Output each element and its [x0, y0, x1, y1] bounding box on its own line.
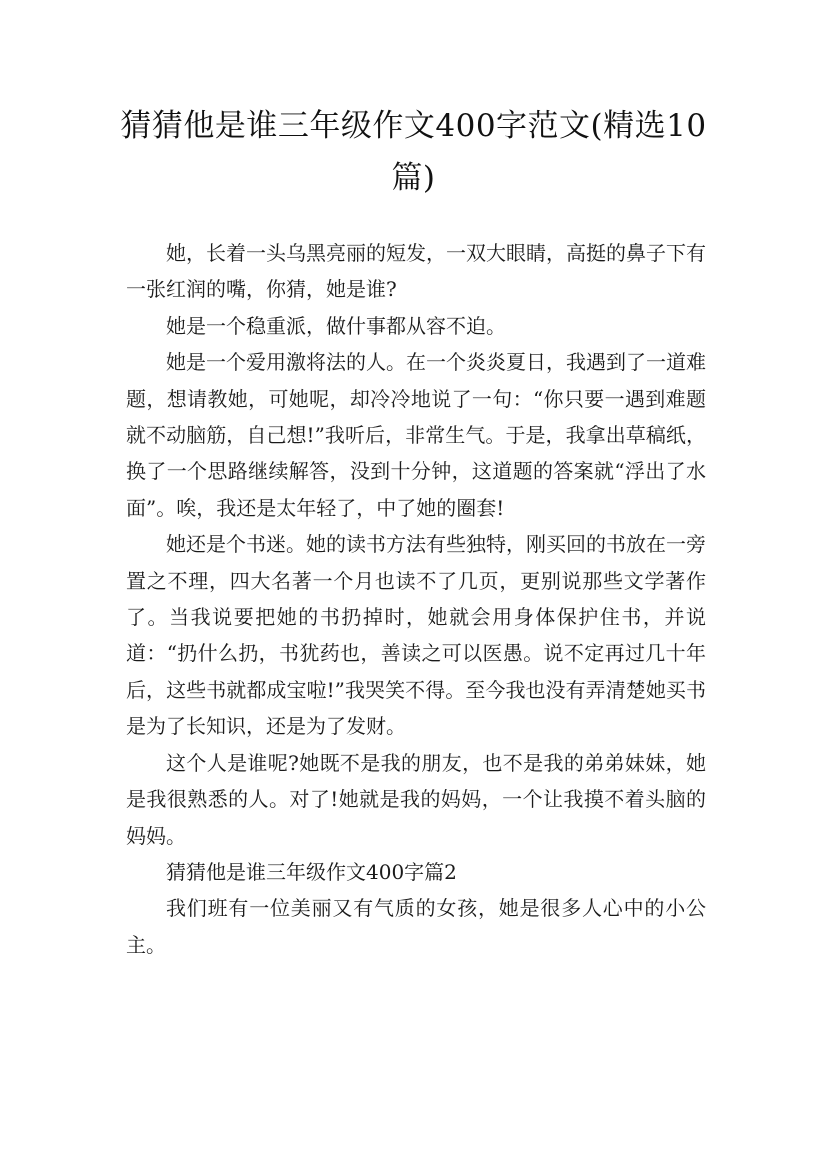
- paragraph: 她是一个爱用激将法的人。在一个炎炎夏日，我遇到了一道难题，想请教她，可她呢，却冷冷地说了一句：“你只要一遇到难题就不动脑筋，自己想!”我听后，非常生气。于是，我拿出草稿纸，换了一个思路继续解答，没到十分钟，这道题的答案就“浮出了水面”。唉，我还是太年轻了，中了她的圈套!: [126, 350, 706, 520]
- paragraph: 她，长着一头乌黑亮丽的短发，一双大眼睛，高挺的鼻子下有一张红润的嘴，你猜，她是谁?: [126, 241, 706, 302]
- paragraph: 她还是个书迷。她的读书方法有些独特，刚买回的书放在一旁置之不理，四大名著一个月也读不了几页，更别说那些文学著作了。当我说要把她的书扔掉时，她就会用身体保护住书，并说道：“扔什么扔，书犹药也，善读之可以医愚。说不定再过几十年后，这些书就都成宝啦!”我哭笑不得。至今我也没有弄清楚她买书是为了长知识，还是为了发财。: [126, 532, 706, 739]
- document-body: [126, 235, 706, 963]
- document-title: 猜猜他是谁三年级作文400字范文(精选10篇): [120, 108, 707, 196]
- paragraph: 我们班有一位美丽又有气质的女孩，她是很多人心中的小公主。: [126, 896, 706, 957]
- paragraph: 她是一个稳重派，做什事都从容不迫。: [166, 313, 506, 338]
- paragraph: 这个人是谁呢?她既不是我的朋友，也不是我的弟弟妹妹，她是我很熟悉的人。对了!她就是我的妈妈，一个让我摸不着头脑的妈妈。: [126, 750, 706, 848]
- section-heading: 猜猜他是谁三年级作文400字篇2: [166, 859, 457, 884]
